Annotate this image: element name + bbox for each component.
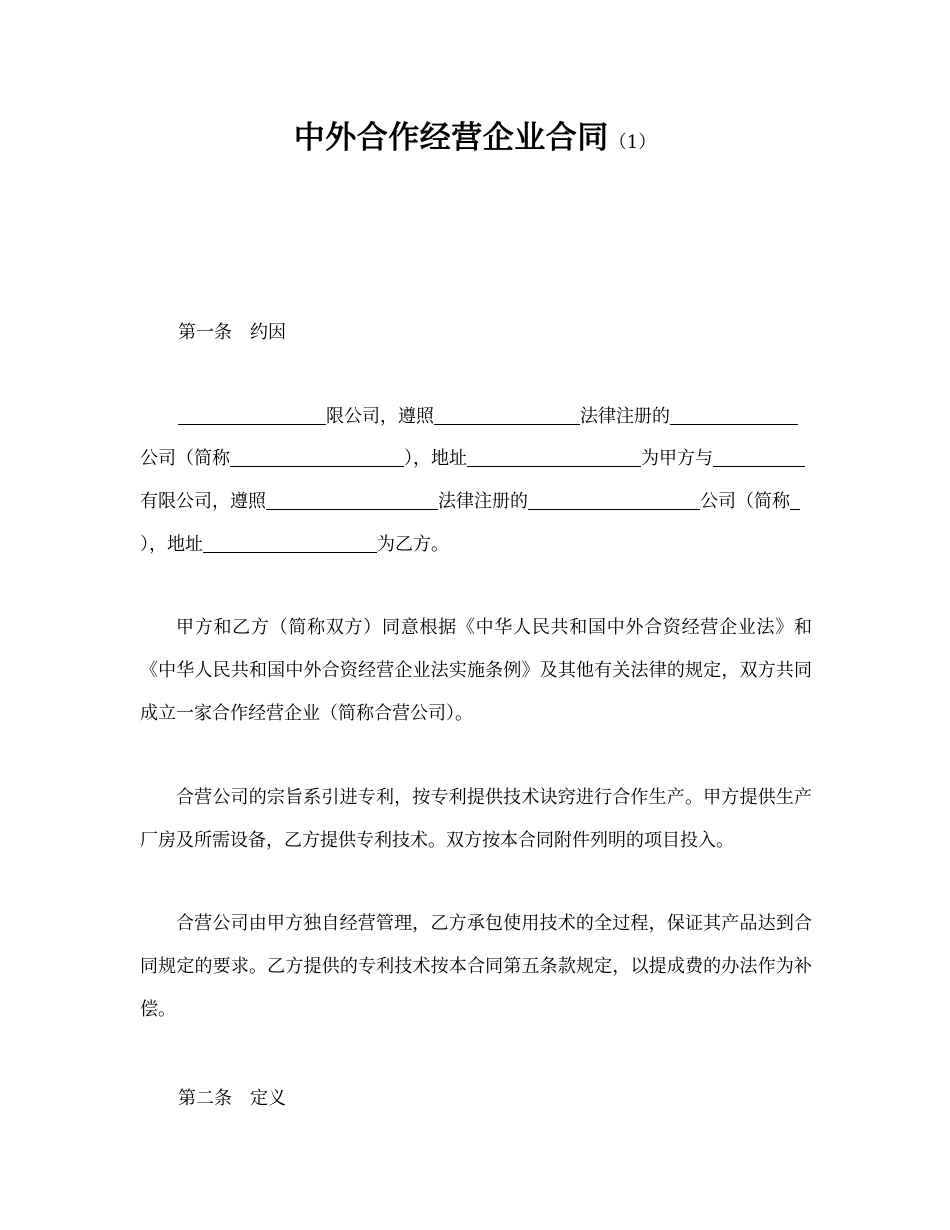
parties-line-2	[140, 444, 812, 474]
parties-text: 法律注册的	[438, 491, 528, 512]
blank-field	[434, 406, 580, 425]
parties-line-3	[140, 487, 812, 517]
title-suffix: （1）	[608, 132, 657, 153]
blank-field	[467, 448, 641, 467]
parties-text: ），地址	[404, 448, 467, 469]
paragraph-legal-basis: 甲方和乙方（简称双方）同意根据《中华人民共和国中外合资经营企业法》和《中华人民共和国中外合资经营企业法实施条例》及其他有关法律的规定，双方共同成立一家合作经营企业（简称合营公司）。	[140, 617, 812, 724]
blank-field	[266, 491, 438, 510]
parties-line-1	[140, 402, 812, 432]
article-1-heading: 第一条 约因	[178, 322, 286, 343]
blank-field	[203, 534, 377, 553]
article-2-heading: 第二条 定义	[178, 1088, 286, 1109]
blank-field	[230, 448, 404, 467]
document-title	[0, 112, 950, 157]
parties-text: 法律注册的	[580, 406, 670, 427]
parties-text: 有限公司，遵照	[140, 491, 266, 512]
parties-text: 为乙方。	[377, 534, 449, 555]
paragraph-purpose: 合营公司的宗旨系引进专利，按专利提供技术诀窍进行合作生产。甲方提供生产厂房及所需设备，乙方提供专利技术。双方按本合同附件列明的项目投入。	[140, 787, 812, 851]
blank-field	[528, 491, 700, 510]
blank-field	[178, 406, 326, 425]
blank-field	[670, 406, 798, 425]
parties-text: ），地址	[140, 534, 203, 555]
blank-field	[790, 491, 800, 510]
title-text: 中外合作经营企业合同	[293, 120, 609, 156]
parties-text: 公司（简称	[140, 448, 230, 469]
parties-text: 为甲方与	[641, 448, 713, 469]
parties-text: 公司（简称	[700, 491, 790, 512]
parties-line-4	[140, 530, 812, 560]
paragraph-management: 合营公司由甲方独自经营管理，乙方承包使用技术的全过程，保证其产品达到合同规定的要求。乙方提供的专利技术按本合同第五条款规定，以提成费的办法作为补偿。	[140, 913, 812, 1020]
parties-text: 限公司，遵照	[326, 406, 434, 427]
blank-field	[713, 448, 805, 467]
